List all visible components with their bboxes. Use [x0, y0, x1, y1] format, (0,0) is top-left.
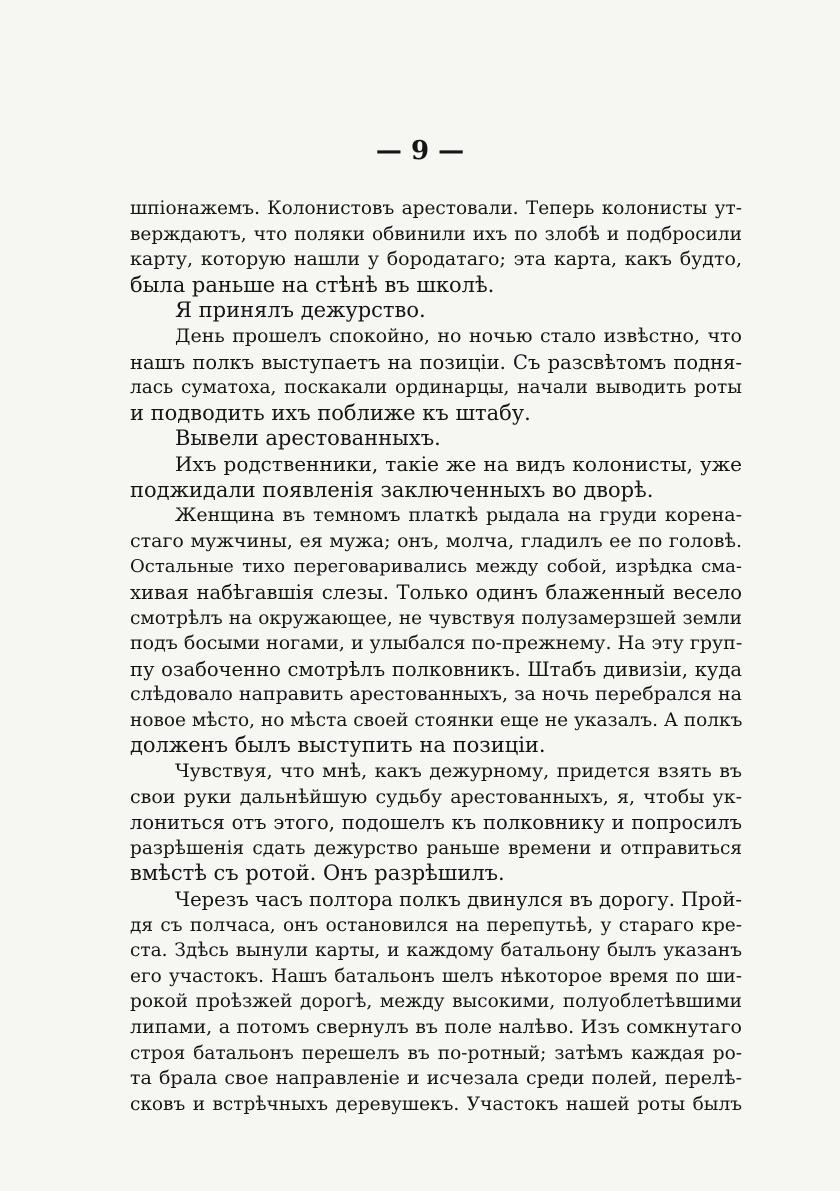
- text-line: строя батальонъ перешелъ въ по-ротный; затѣмъ каждая ро-: [130, 1042, 742, 1064]
- text-line: сковъ и встрѣчныхъ деревушекъ. Участокъ нашей роты былъ: [130, 1093, 742, 1115]
- body-text: [130, 196, 742, 1117]
- text-line: Вывели арестованныхъ.: [175, 426, 441, 451]
- text-line: липами, а потомъ свернулъ въ поле налѣво. Изъ сомкнутаго: [130, 1016, 742, 1038]
- text-line: Остальные тихо переговаривались между собой, изрѣдка сма-: [130, 556, 742, 578]
- text-line: Черезъ часъ полтора полкъ двинулся въ дорогу. Прой-: [175, 888, 742, 912]
- text-line: свои руки дальнѣйшую судьбу арестованныхъ, я, чтобы ук-: [130, 785, 742, 808]
- text-line: смотрѣлъ на окружающее, не чувствуя полузамерзшей земли: [130, 607, 742, 629]
- text-line: стаго мужчины, ея мужа; онъ, молча, гладилъ ее по головѣ.: [130, 529, 742, 552]
- text-line: лась суматоха, поскакали ординарцы, начали выводить роты: [130, 377, 742, 399]
- text-line: хивая набѣгавшія слезы. Только одинъ блаженный весело: [130, 580, 742, 604]
- text-line: Чувствуя, что мнѣ, какъ дежурному, придется взять въ: [175, 760, 742, 783]
- text-line: Женщина въ темномъ платкѣ рыдала на груди корена-: [175, 504, 742, 527]
- text-line: подъ босыми ногами, и улыбался по-прежнему. На эту груп-: [130, 632, 742, 655]
- text-line: рокой проѣзжей дорогѣ, между высокими, полуоблетѣвшими: [130, 991, 742, 1013]
- text-line: верждаютъ, что поляки обвинили ихъ по злобѣ и подбросили: [130, 223, 742, 245]
- text-line: вмѣстѣ съ ротой. Онъ разрѣшилъ.: [130, 861, 505, 886]
- text-line: дя съ полчаса, онъ остановился на перепутьѣ, у стараго кре-: [130, 914, 742, 936]
- text-line: нашъ полкъ выступаетъ на позиціи. Съ разсвѣтомъ подня-: [130, 350, 742, 374]
- text-line: новое мѣсто, но мѣста своей стоянки еще не указалъ. А полкъ: [130, 709, 742, 731]
- text-line: ста. Здѣсь вынули карты, и каждому батальону былъ указанъ: [130, 940, 742, 962]
- text-line: была раньше на стѣнѣ въ школѣ.: [130, 272, 495, 297]
- text-line: долженъ былъ выступить на позиціи.: [130, 733, 546, 758]
- page-number: — 9 —: [375, 136, 465, 166]
- text-line: слѣдовало направить арестованныхъ, за ночь перебрался на: [130, 683, 742, 706]
- text-line: его участокъ. Нашъ батальонъ шелъ нѣкоторое время по ши-: [130, 965, 742, 987]
- text-line: та брала свое направленіе и исчезала среди полей, перелѣ-: [130, 1067, 742, 1090]
- text-line: карту, которую нашли у бородатаго; эта карта, какъ будто,: [130, 248, 742, 271]
- text-line: шпіонажемъ. Колонистовъ арестовали. Теперь колонисты ут-: [130, 198, 742, 219]
- text-line: пу озабоченно смотрѣлъ полковникъ. Штабъ дивизіи, куда: [130, 657, 742, 681]
- text-line: День прошелъ спокойно, но ночью стало извѣстно, что: [175, 324, 742, 347]
- text-line: поджидали появленія заключенныхъ во дворѣ.: [130, 477, 654, 502]
- text-line: Ихъ родственники, такіе же на видъ колонисты, уже: [175, 451, 742, 476]
- text-line: Я принялъ дежурство.: [175, 298, 426, 323]
- text-line: и подводить ихъ поближе къ штабу.: [130, 400, 531, 425]
- text-line: разрѣшенія сдать дежурство раньше времени и отправиться: [130, 837, 742, 859]
- text-line: лониться отъ этого, подошелъ къ полковнику и попросилъ: [130, 811, 742, 835]
